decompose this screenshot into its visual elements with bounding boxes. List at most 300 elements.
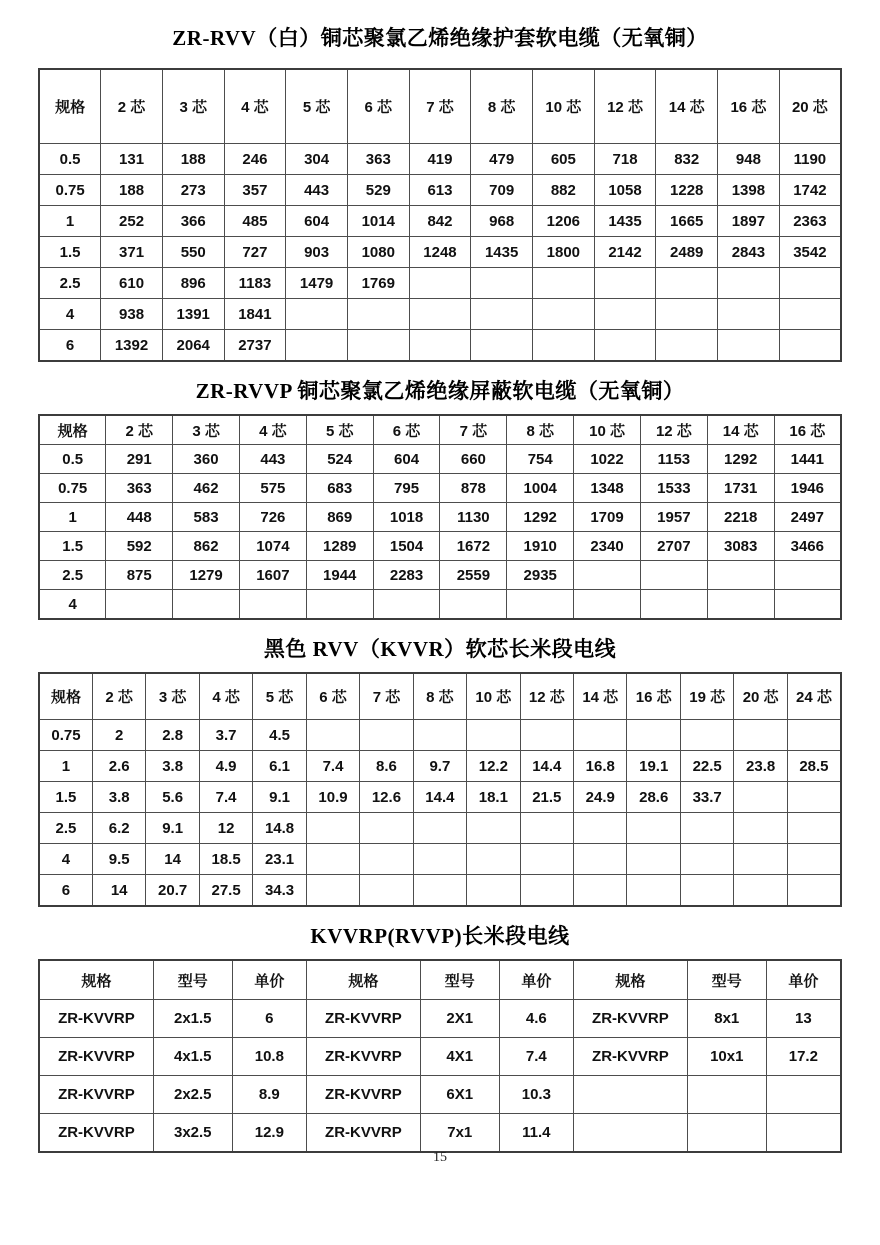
table-cell: 1672 <box>440 532 507 561</box>
table-cell: 903 <box>286 237 348 268</box>
table-cell: 4x1.5 <box>153 1038 232 1076</box>
table-cell <box>409 268 471 299</box>
table-cell: 2707 <box>640 532 707 561</box>
header-cell: 型号 <box>687 960 766 1000</box>
table-cell: 2559 <box>440 561 507 590</box>
table-cell <box>787 782 841 813</box>
table-row <box>39 330 841 362</box>
table-cell: 188 <box>101 175 163 206</box>
table-cell: 1946 <box>774 474 841 503</box>
table-cell <box>471 299 533 330</box>
table-cell <box>360 875 413 907</box>
table-cell: 2843 <box>718 237 780 268</box>
table-cell <box>360 720 413 751</box>
table-cell: 1769 <box>347 268 409 299</box>
table-row <box>39 813 841 844</box>
table-cell <box>306 720 359 751</box>
table-cell: 443 <box>239 445 306 474</box>
table-cell: 2497 <box>774 503 841 532</box>
table-cell: 1004 <box>507 474 574 503</box>
table-cell <box>779 330 841 362</box>
table-cell: 18.1 <box>467 782 520 813</box>
table-cell: 1944 <box>306 561 373 590</box>
table-row <box>39 782 841 813</box>
table-cell: 9.7 <box>413 751 466 782</box>
table-cell: 1800 <box>533 237 595 268</box>
table-cell: 3.7 <box>199 720 252 751</box>
header-cell: 2 芯 <box>92 673 145 720</box>
table-cell: 2.6 <box>92 751 145 782</box>
table-row <box>39 844 841 875</box>
header-cell: 10 芯 <box>533 69 595 144</box>
table-cell: 6.2 <box>92 813 145 844</box>
table-cell <box>640 590 707 620</box>
table-cell: 12 <box>199 813 252 844</box>
table-cell <box>680 844 733 875</box>
header-cell: 8 芯 <box>413 673 466 720</box>
table-cell: 6 <box>39 330 101 362</box>
table-cell: 1504 <box>373 532 440 561</box>
table-cell <box>520 875 573 907</box>
table-cell <box>656 268 718 299</box>
table-cell <box>787 875 841 907</box>
table-cell: 11.4 <box>499 1114 573 1153</box>
table-cell: 1292 <box>707 445 774 474</box>
table-cell: 2.5 <box>39 561 106 590</box>
table-cell <box>360 813 413 844</box>
table-cell: 1441 <box>774 445 841 474</box>
table-cell: 1957 <box>640 503 707 532</box>
table-cell: 2489 <box>656 237 718 268</box>
table-cell: 613 <box>409 175 471 206</box>
table-cell: 7.4 <box>306 751 359 782</box>
table-cell: 34.3 <box>253 875 306 907</box>
header-cell: 规格 <box>573 960 687 1000</box>
table-cell <box>574 813 627 844</box>
table-cell: 1910 <box>507 532 574 561</box>
table-cell: 14.8 <box>253 813 306 844</box>
table-cell: 462 <box>173 474 240 503</box>
table-row <box>39 474 841 503</box>
table-cell <box>520 813 573 844</box>
table-cell: 2283 <box>373 561 440 590</box>
header-cell: 规格 <box>39 415 106 445</box>
table-cell <box>533 299 595 330</box>
table-cell: 0.5 <box>39 144 101 175</box>
table-cell <box>687 1114 766 1153</box>
table-cell: 842 <box>409 206 471 237</box>
table-cell: 718 <box>594 144 656 175</box>
zr-rvv-price-table <box>38 68 842 362</box>
table-cell: 1533 <box>640 474 707 503</box>
table-cell <box>106 590 173 620</box>
table-cell: 604 <box>373 445 440 474</box>
table-cell: 363 <box>347 144 409 175</box>
table-cell: 1289 <box>306 532 373 561</box>
table-cell: 28.6 <box>627 782 680 813</box>
table-cell: 3.8 <box>92 782 145 813</box>
table-cell: 529 <box>347 175 409 206</box>
table-cell <box>734 813 787 844</box>
table-cell: 2064 <box>162 330 224 362</box>
table-cell: 583 <box>173 503 240 532</box>
header-cell: 8 芯 <box>471 69 533 144</box>
header-cell: 7 芯 <box>360 673 413 720</box>
header-cell: 12 芯 <box>520 673 573 720</box>
header-cell: 16 芯 <box>774 415 841 445</box>
table-cell: 28.5 <box>787 751 841 782</box>
header-cell: 4 芯 <box>199 673 252 720</box>
table-cell: 273 <box>162 175 224 206</box>
table-cell: 22.5 <box>680 751 733 782</box>
table-row <box>39 532 841 561</box>
table-cell <box>574 720 627 751</box>
table-cell: 7.4 <box>499 1038 573 1076</box>
header-cell: 6 芯 <box>373 415 440 445</box>
header-cell: 10 芯 <box>574 415 641 445</box>
table-cell: 1.5 <box>39 782 92 813</box>
table-cell: 605 <box>533 144 595 175</box>
header-cell: 5 芯 <box>253 673 306 720</box>
table-cell: 357 <box>224 175 286 206</box>
table-cell: 21.5 <box>520 782 573 813</box>
table-cell: 5.6 <box>146 782 199 813</box>
table-cell: 524 <box>306 445 373 474</box>
table-cell: 1398 <box>718 175 780 206</box>
table-cell <box>680 813 733 844</box>
page-number: 15 <box>433 1150 447 1165</box>
table-cell: 12.9 <box>232 1114 306 1153</box>
table-cell <box>573 1076 687 1114</box>
table-cell: 1897 <box>718 206 780 237</box>
table-cell: 727 <box>224 237 286 268</box>
table-cell: 27.5 <box>199 875 252 907</box>
header-row <box>39 69 841 144</box>
table-cell <box>687 1076 766 1114</box>
table-cell: 1 <box>39 206 101 237</box>
table-cell <box>774 590 841 620</box>
table-cell: ZR-KVVRP <box>306 1000 420 1038</box>
table-cell: 1665 <box>656 206 718 237</box>
table-cell: 575 <box>239 474 306 503</box>
table-row <box>39 299 841 330</box>
table-cell: 304 <box>286 144 348 175</box>
table-cell: 3466 <box>774 532 841 561</box>
table-cell <box>594 268 656 299</box>
header-row <box>39 960 841 1000</box>
header-cell: 3 芯 <box>146 673 199 720</box>
table-cell: 1292 <box>507 503 574 532</box>
table-cell: ZR-KVVRP <box>39 1038 153 1076</box>
header-cell: 规格 <box>39 960 153 1000</box>
table-cell: 9.1 <box>146 813 199 844</box>
table-cell <box>360 844 413 875</box>
table-cell: 360 <box>173 445 240 474</box>
table-cell: 371 <box>101 237 163 268</box>
table-cell: 1392 <box>101 330 163 362</box>
table-cell: 19.1 <box>627 751 680 782</box>
table-cell: 13 <box>766 1000 841 1038</box>
table-cell: 4.5 <box>253 720 306 751</box>
table-cell: 366 <box>162 206 224 237</box>
header-cell: 6 芯 <box>306 673 359 720</box>
header-cell: 2 芯 <box>106 415 173 445</box>
table-cell: 4.6 <box>499 1000 573 1038</box>
table-cell: 1 <box>39 751 92 782</box>
header-cell: 20 芯 <box>734 673 787 720</box>
table-cell <box>574 590 641 620</box>
header-row <box>39 673 841 720</box>
table-cell: 443 <box>286 175 348 206</box>
table-cell: 4 <box>39 844 92 875</box>
header-cell: 2 芯 <box>101 69 163 144</box>
table-cell: 2 <box>92 720 145 751</box>
table-cell <box>766 1076 841 1114</box>
table-cell: 1130 <box>440 503 507 532</box>
header-cell: 14 芯 <box>656 69 718 144</box>
table-cell <box>594 330 656 362</box>
table-cell: 479 <box>471 144 533 175</box>
table-row <box>39 1114 841 1153</box>
table-cell: 1022 <box>574 445 641 474</box>
table-row <box>39 720 841 751</box>
table-cell <box>286 330 348 362</box>
table-cell <box>627 813 680 844</box>
table-cell: 18.5 <box>199 844 252 875</box>
table-cell <box>627 720 680 751</box>
table-cell: 3x2.5 <box>153 1114 232 1153</box>
table-cell: 3542 <box>779 237 841 268</box>
table-cell <box>471 330 533 362</box>
table-cell: 3083 <box>707 532 774 561</box>
header-cell: 5 芯 <box>286 69 348 144</box>
table-cell: 8.9 <box>232 1076 306 1114</box>
table-cell <box>467 813 520 844</box>
table-cell: ZR-KVVRP <box>39 1076 153 1114</box>
table-cell: 683 <box>306 474 373 503</box>
table-cell: 4 <box>39 590 106 620</box>
table-cell: 246 <box>224 144 286 175</box>
table-cell <box>413 813 466 844</box>
header-cell: 7 芯 <box>440 415 507 445</box>
header-cell: 24 芯 <box>787 673 841 720</box>
table-cell <box>627 875 680 907</box>
table-cell: 485 <box>224 206 286 237</box>
header-cell: 4 芯 <box>239 415 306 445</box>
header-cell: 3 芯 <box>162 69 224 144</box>
table-cell: 869 <box>306 503 373 532</box>
table-row <box>39 751 841 782</box>
table-cell: 14 <box>92 875 145 907</box>
table-cell: 1348 <box>574 474 641 503</box>
table-cell <box>306 875 359 907</box>
table-cell: 2x1.5 <box>153 1000 232 1038</box>
table-cell <box>413 844 466 875</box>
table-cell: 2x2.5 <box>153 1076 232 1114</box>
table-cell <box>787 720 841 751</box>
header-cell: 16 芯 <box>627 673 680 720</box>
table-cell: 10.9 <box>306 782 359 813</box>
table-cell <box>707 590 774 620</box>
table-row <box>39 144 841 175</box>
zr-rvvp-price-table <box>38 414 842 620</box>
table-cell: 726 <box>239 503 306 532</box>
table-cell: 1279 <box>173 561 240 590</box>
table-cell: 592 <box>106 532 173 561</box>
table-cell <box>718 299 780 330</box>
table-cell <box>471 268 533 299</box>
table-row <box>39 175 841 206</box>
header-cell: 12 芯 <box>640 415 707 445</box>
table-cell: 8x1 <box>687 1000 766 1038</box>
table-cell <box>533 268 595 299</box>
table-cell: 2218 <box>707 503 774 532</box>
table-cell: 4 <box>39 299 101 330</box>
table-cell <box>779 299 841 330</box>
table-cell: 610 <box>101 268 163 299</box>
header-cell: 规格 <box>39 673 92 720</box>
table-cell: 17.2 <box>766 1038 841 1076</box>
table-cell: 832 <box>656 144 718 175</box>
table-cell: 878 <box>440 474 507 503</box>
table-cell: 1841 <box>224 299 286 330</box>
header-cell: 8 芯 <box>507 415 574 445</box>
table-row <box>39 503 841 532</box>
table-cell: 0.75 <box>39 175 101 206</box>
table-cell <box>734 875 787 907</box>
table-title-zr-rvvp: ZR-RVVP 铜芯聚氯乙烯绝缘屏蔽软电缆（无氧铜） <box>195 379 685 403</box>
table-cell: 1391 <box>162 299 224 330</box>
table-row <box>39 1000 841 1038</box>
table-cell: 6X1 <box>420 1076 499 1114</box>
table-row <box>39 1076 841 1114</box>
header-cell: 16 芯 <box>718 69 780 144</box>
table-cell <box>413 875 466 907</box>
table-cell <box>779 268 841 299</box>
table-title-black-rvv: 黑色 RVV（KVVR）软芯长米段电线 <box>263 637 617 661</box>
table-cell: 1080 <box>347 237 409 268</box>
table-cell <box>627 844 680 875</box>
table-cell <box>787 844 841 875</box>
table-cell: 1435 <box>594 206 656 237</box>
table-cell <box>656 330 718 362</box>
table-row <box>39 445 841 474</box>
table-cell: 12.2 <box>467 751 520 782</box>
table-cell: 2X1 <box>420 1000 499 1038</box>
table-cell: 2.5 <box>39 268 101 299</box>
table-cell <box>640 561 707 590</box>
table-cell <box>467 844 520 875</box>
header-cell: 单价 <box>232 960 306 1000</box>
table-cell: 896 <box>162 268 224 299</box>
table-cell: 6 <box>39 875 92 907</box>
table-cell: 12.6 <box>360 782 413 813</box>
table-cell: 0.75 <box>39 474 106 503</box>
table-cell: 2737 <box>224 330 286 362</box>
table-cell: 448 <box>106 503 173 532</box>
table-cell <box>734 782 787 813</box>
table-cell: 14.4 <box>413 782 466 813</box>
table-cell: 4X1 <box>420 1038 499 1076</box>
table-cell <box>533 330 595 362</box>
table-cell: 1 <box>39 503 106 532</box>
table-cell <box>507 590 574 620</box>
table-cell <box>286 299 348 330</box>
header-cell: 单价 <box>499 960 573 1000</box>
table-cell: 1018 <box>373 503 440 532</box>
table-row <box>39 1038 841 1076</box>
header-cell: 型号 <box>153 960 232 1000</box>
table-cell: 6 <box>232 1000 306 1038</box>
header-cell: 12 芯 <box>594 69 656 144</box>
table-cell: 9.5 <box>92 844 145 875</box>
table-cell <box>409 330 471 362</box>
table-row <box>39 268 841 299</box>
table-cell: 1.5 <box>39 237 101 268</box>
table-cell: 875 <box>106 561 173 590</box>
table-cell <box>520 720 573 751</box>
header-cell: 20 芯 <box>779 69 841 144</box>
table-cell <box>734 844 787 875</box>
table-cell: 1206 <box>533 206 595 237</box>
table-cell: 252 <box>101 206 163 237</box>
header-cell: 6 芯 <box>347 69 409 144</box>
table-cell: 938 <box>101 299 163 330</box>
table-cell: 795 <box>373 474 440 503</box>
table-cell <box>707 561 774 590</box>
table-cell: ZR-KVVRP <box>39 1000 153 1038</box>
table-cell: 14 <box>146 844 199 875</box>
table-cell <box>409 299 471 330</box>
header-cell: 规格 <box>306 960 420 1000</box>
table-cell: 754 <box>507 445 574 474</box>
table-cell: 2.5 <box>39 813 92 844</box>
table-cell: 1058 <box>594 175 656 206</box>
table-cell <box>574 875 627 907</box>
table-cell: 2142 <box>594 237 656 268</box>
table-cell: 23.8 <box>734 751 787 782</box>
table-cell <box>718 330 780 362</box>
table-cell: 0.75 <box>39 720 92 751</box>
header-cell: 5 芯 <box>306 415 373 445</box>
table-cell <box>173 590 240 620</box>
table-cell: 188 <box>162 144 224 175</box>
table-cell: 1731 <box>707 474 774 503</box>
table-cell: ZR-KVVRP <box>306 1038 420 1076</box>
table-row <box>39 206 841 237</box>
table-cell <box>306 844 359 875</box>
header-row <box>39 415 841 445</box>
table-cell: 1153 <box>640 445 707 474</box>
table-cell: 2935 <box>507 561 574 590</box>
table-cell <box>440 590 507 620</box>
table-cell: 660 <box>440 445 507 474</box>
table-row <box>39 561 841 590</box>
table-cell: 1.5 <box>39 532 106 561</box>
table-cell <box>574 844 627 875</box>
table-cell: 9.1 <box>253 782 306 813</box>
table-cell: 8.6 <box>360 751 413 782</box>
header-cell: 单价 <box>766 960 841 1000</box>
table-cell: 291 <box>106 445 173 474</box>
table-cell: ZR-KVVRP <box>39 1114 153 1153</box>
table-cell: 10.8 <box>232 1038 306 1076</box>
table-cell: 2363 <box>779 206 841 237</box>
table-cell: ZR-KVVRP <box>306 1076 420 1114</box>
kvvrp-price-table <box>38 959 842 1153</box>
table-cell: 1183 <box>224 268 286 299</box>
table-title-zr-rvv: ZR-RVV（白）铜芯聚氯乙烯绝缘护套软电缆（无氧铜） <box>172 26 708 50</box>
